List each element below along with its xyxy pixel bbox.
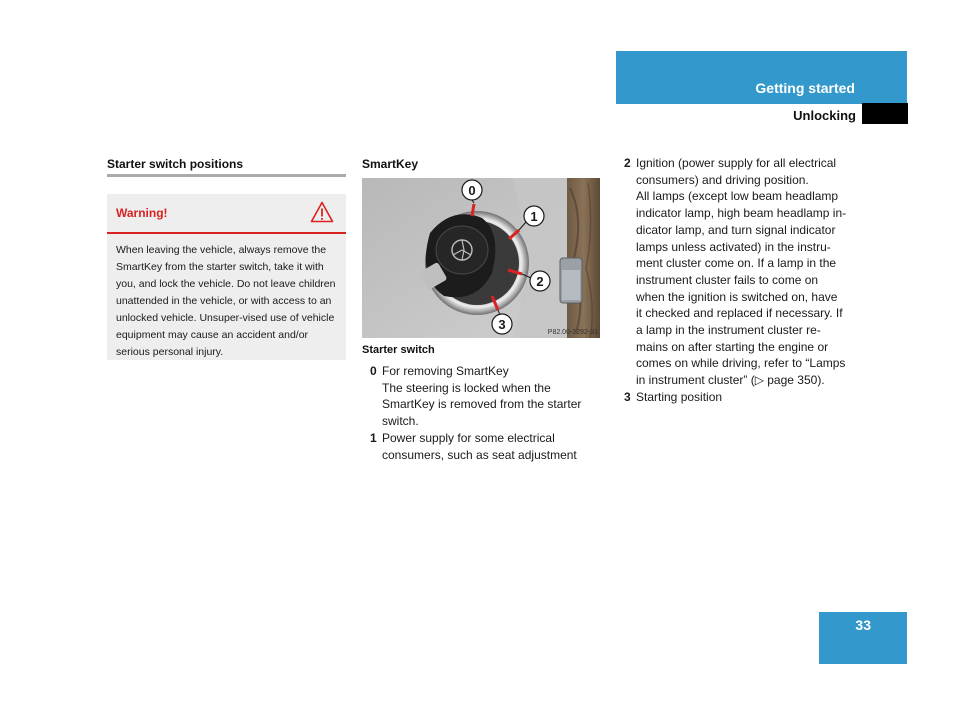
text-line: lamps unless activated) in the instru- (636, 239, 831, 254)
smartkey-heading: SmartKey (362, 157, 419, 171)
text-line: consumers, such as seat adjustment (382, 447, 577, 462)
warning-header (107, 194, 346, 234)
position-item-0 (370, 363, 602, 430)
figure-code: P82.00-2292-31 (547, 329, 598, 336)
text-line: Ignition (power supply for all electrical (636, 156, 837, 170)
text-line: For removing SmartKey (382, 364, 509, 378)
page-number-box (819, 612, 907, 664)
position-description (636, 389, 864, 406)
position-item-2 (624, 155, 864, 389)
position-description (382, 363, 602, 430)
position-description (382, 430, 602, 463)
starter-switch-figure (362, 178, 600, 338)
section-tab-marker (862, 103, 908, 124)
page-number: 33 (855, 617, 871, 633)
position-number: 3 (624, 389, 631, 404)
starter-switch-positions-heading: Starter switch positions (107, 157, 244, 171)
figure-caption: Starter switch (362, 344, 435, 356)
text-line: The steering is locked when the (382, 380, 551, 395)
section-title: Getting started (755, 80, 855, 96)
text-line: it checked and replaced if necessary. If (636, 306, 843, 321)
warning-text: When leaving the vehicle, always remove the SmartKey from the starter switch, take it with you, and lock the vehicle. Do not leave children unattended in the vehicle, or with access to an unlocked vehicle. Unsuper-vised use of vehicle equipment may cause an accident and/or serious personal injury. (116, 244, 336, 358)
text-line: SmartKey is removed from the starter (382, 397, 582, 412)
text-line: switch. (382, 414, 419, 429)
position-number: 0 (370, 364, 377, 378)
text-line: Power supply for some electrical (382, 430, 555, 445)
right-position-list (624, 155, 864, 406)
text-line: Starting position (636, 389, 723, 404)
starter-switch-illustration (362, 178, 600, 338)
text-line: instrument cluster fails to come on (636, 272, 819, 287)
position-label-2: 2 (536, 274, 544, 289)
position-number: 2 (624, 156, 631, 170)
warning-triangle-icon (310, 201, 334, 223)
text-line: when the ignition is switched on, have (636, 289, 838, 304)
text-line: mains on after starting the engine or (636, 339, 829, 354)
text-line: comes on while driving, refer to “Lamps (636, 356, 846, 371)
section-header-bar (616, 51, 907, 104)
page-reference-line[interactable]: in instrument cluster” (▷ page 350). (636, 373, 825, 388)
heading-rule (107, 174, 346, 177)
text-line: ment cluster come on. If a lamp in the (636, 256, 837, 271)
text-line: a lamp in the instrument cluster re- (636, 323, 821, 338)
subsection-title: Unlocking (793, 108, 856, 123)
text-line: consumers) and driving position. (636, 172, 809, 187)
warning-box (107, 194, 346, 360)
position-label-1: 1 (530, 209, 538, 224)
position-description (636, 155, 864, 389)
text-line: All lamps (except low beam headlamp (636, 189, 839, 204)
position-item-1 (370, 430, 602, 463)
position-number: 1 (370, 430, 377, 445)
position-label-0: 0 (468, 183, 476, 198)
middle-position-list (370, 363, 602, 463)
text-line: dicator lamp, and turn signal indicator (636, 222, 836, 237)
warning-label: Warning! (116, 206, 168, 220)
position-item-3 (624, 389, 864, 406)
position-label-3: 3 (498, 317, 506, 332)
text-line: indicator lamp, high beam headlamp in- (636, 206, 847, 221)
